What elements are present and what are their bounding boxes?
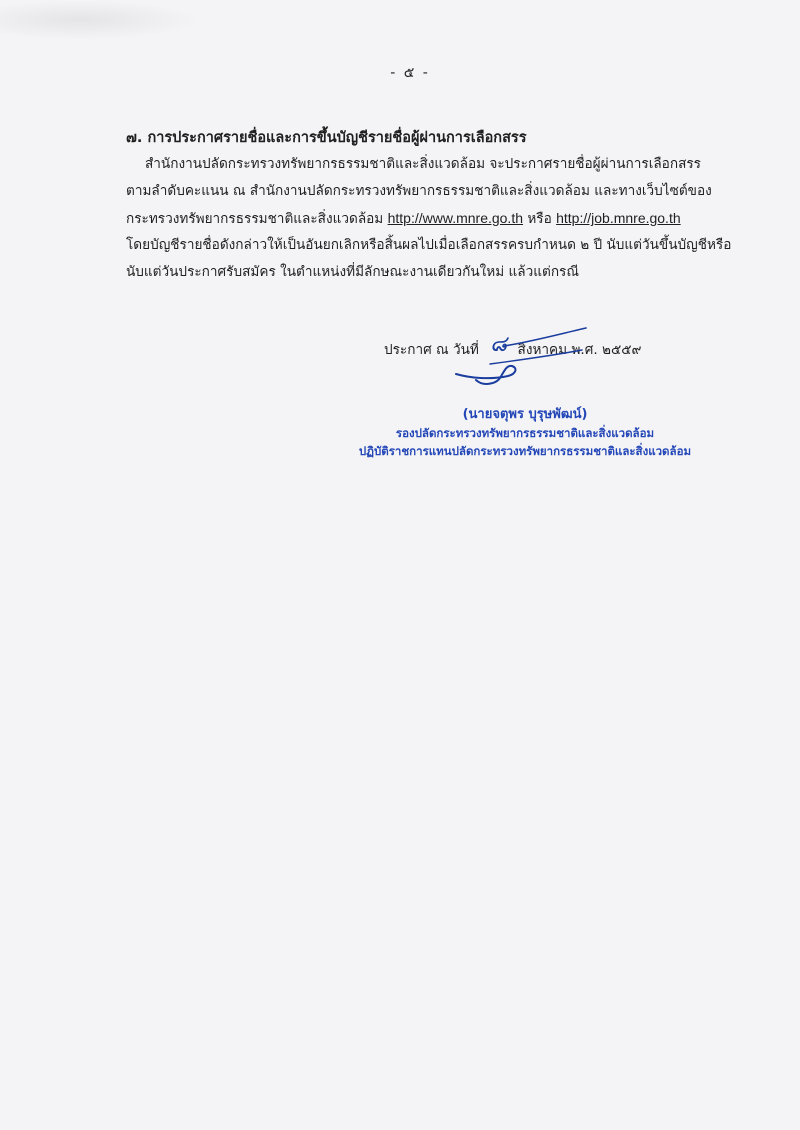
section-heading: ๗. การประกาศรายชื่อและการขึ้นบัญชีรายชื่อผู้ผ่านการเลือกสรร [126,130,527,146]
signer-title-acting: ปฏิบัติราชการแทนปลัดกระทรวงทรัพยากรธรรมชาติและสิ่งแวดล้อม [358,444,692,458]
scan-smudge [0,0,200,40]
page-number: - ๕ - [390,65,430,81]
announcement-month: สิงหาคม [517,342,568,358]
signer-title-deputy: รองปลัดกระทรวงทรัพยากรธรรมชาติและสิ่งแวดล้อม [395,426,655,440]
paragraph-line-5: นับแต่วันประกาศรับสมัคร ในตำแหน่งที่มีลักษณะงานเดียวกันใหม่ แล้วแต่กรณี [126,264,579,280]
paragraph-line-4: โดยบัญชีรายชื่อดังกล่าวให้เป็นอันยกเลิกหรือสิ้นผลไปเมื่อเลือกสรรครบกำหนด ๒ ปี นับแต่วันขึ้นบัญชีหรือ [126,237,732,253]
announcement-year: พ.ศ. ๒๕๕๙ [571,342,642,358]
handwritten-signature-icon [450,348,590,398]
or-word: หรือ [527,211,552,227]
paragraph-line-3 [126,209,681,228]
mnre-website-link[interactable]: http://www.mnre.go.th [387,210,524,226]
job-website-link[interactable]: http://job.mnre.go.th [556,210,681,226]
signer-name: (นายจตุพร บุรุษพัฒน์) [462,407,588,422]
paragraph-line-1: สำนักงานปลัดกระทรวงทรัพยากรธรรมชาติและสิ่งแวดล้อม จะประกาศรายชื่อผู้ผ่านการเลือกสรร [145,156,701,172]
paragraph-line-3-text: กระทรวงทรัพยากรธรรมชาติและสิ่งแวดล้อม [126,211,384,227]
announcement-prefix: ประกาศ ณ วันที่ [384,342,479,358]
paragraph-line-2: ตามลำดับคะแนน ณ สำนักงานปลัดกระทรวงทรัพยากรธรรมชาติและสิ่งแวดล้อม และทางเว็บไซต์ของ [126,183,712,199]
handwritten-day: ๘ [490,332,507,357]
